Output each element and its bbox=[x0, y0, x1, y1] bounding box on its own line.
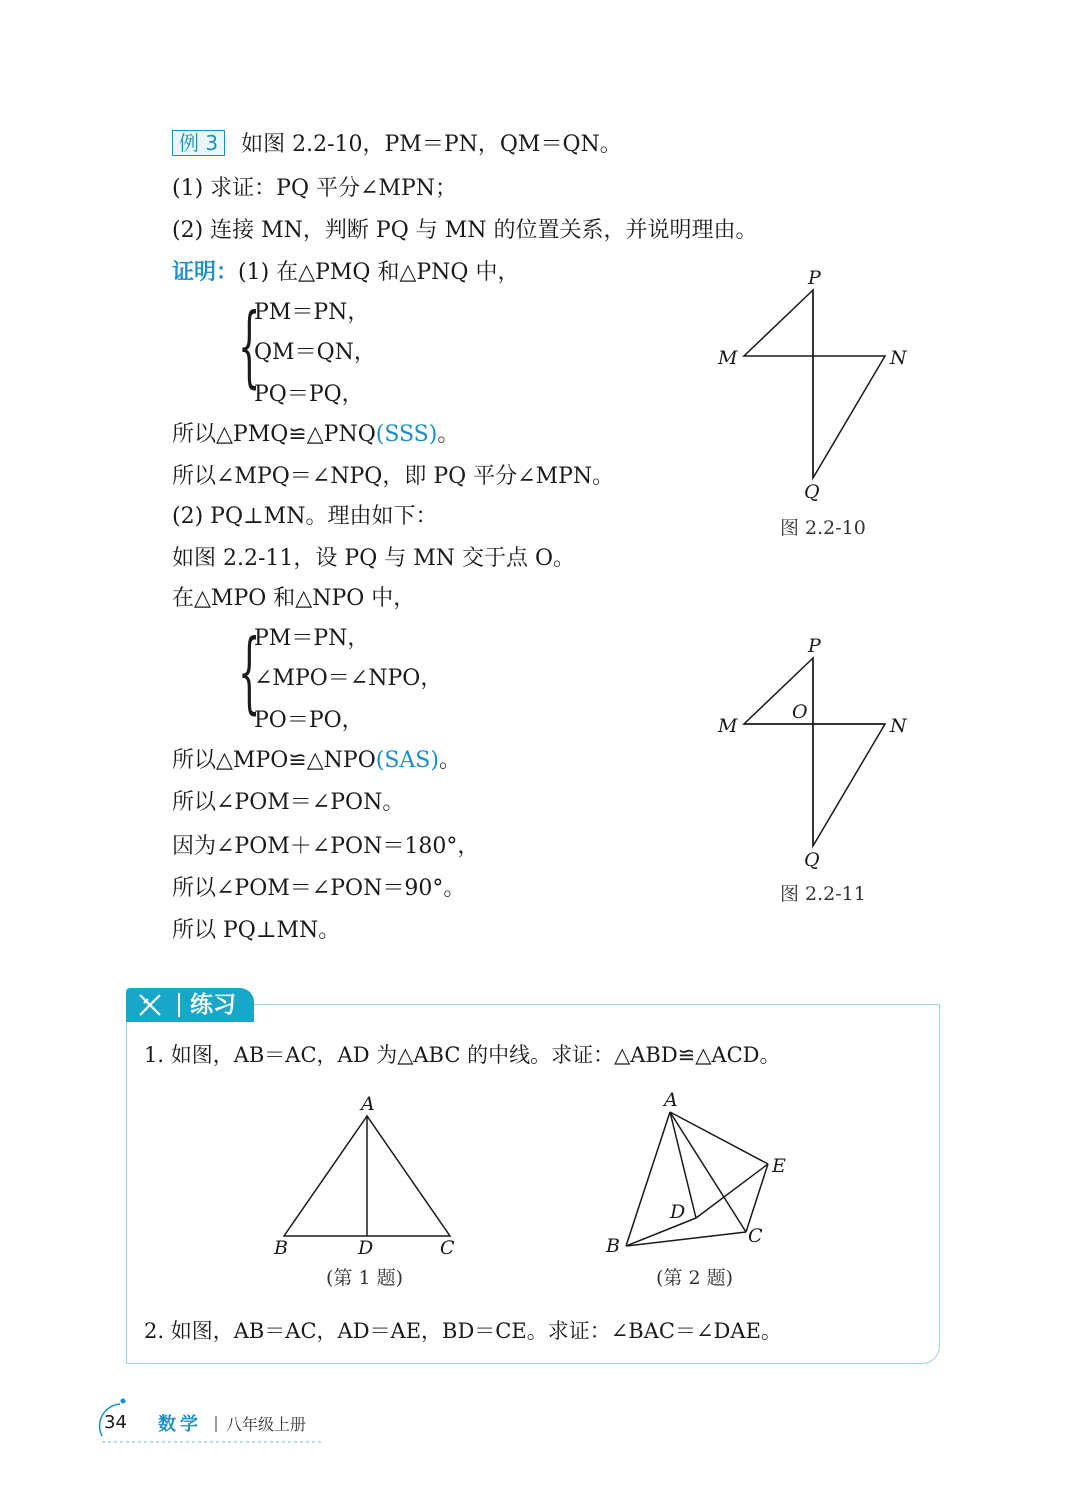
proof-part1-intro: 证明：(1) 在△PMQ 和△PNQ 中， bbox=[172, 260, 520, 285]
segment-ae bbox=[670, 1112, 768, 1164]
figure-2-2-11 bbox=[700, 628, 920, 878]
pencil-ruler-icon bbox=[136, 991, 164, 1019]
practice-caption-1: (第 1 题) bbox=[326, 1267, 403, 1289]
condition-2-2: ∠MPO＝∠NPO， bbox=[254, 666, 443, 691]
label-e: E bbox=[772, 1155, 786, 1177]
reason-sas: (SAS) bbox=[375, 748, 439, 773]
brace-2: { bbox=[238, 620, 261, 723]
proof-part2-result4: 所以∠POM＝∠PON＝90°。 bbox=[172, 876, 466, 901]
label-n: N bbox=[890, 715, 907, 737]
label-m: M bbox=[718, 715, 738, 737]
reason-sss: (SSS) bbox=[375, 422, 438, 447]
label-p: P bbox=[808, 267, 821, 289]
label-a: A bbox=[664, 1089, 678, 1111]
practice-title: 练习 bbox=[178, 993, 236, 1017]
proof-part1-result2: 所以∠MPQ＝∠NPQ，即 PQ 平分∠MPN。 bbox=[172, 464, 615, 489]
label-n: N bbox=[890, 347, 907, 369]
label-b: B bbox=[274, 1237, 288, 1259]
label-d: D bbox=[358, 1237, 374, 1259]
example-tag: 例 3 bbox=[172, 130, 225, 156]
label-q: Q bbox=[804, 849, 820, 871]
practice-figure-2 bbox=[596, 1086, 806, 1262]
label-q: Q bbox=[804, 481, 820, 503]
practice-question-2: 2. 如图，AB＝AC，AD＝AE，BD＝CE。求证：∠BAC＝∠DAE。 bbox=[144, 1319, 782, 1343]
label-c: C bbox=[440, 1237, 455, 1259]
condition-1-2: QM＝QN， bbox=[254, 340, 376, 365]
practice-figure-1 bbox=[268, 1090, 468, 1260]
example-heading bbox=[172, 130, 622, 160]
label-c: C bbox=[748, 1225, 763, 1247]
proof-part2-result2: 所以∠POM＝∠PON。 bbox=[172, 790, 405, 815]
proof-part1-result1: 所以△PMQ≌△PNQ(SSS)。 bbox=[172, 422, 460, 447]
condition-2-1: PM＝PN， bbox=[254, 626, 370, 651]
example-intro: 如图 2.2-10，PM＝PN，QM＝QN。 bbox=[241, 132, 622, 157]
footer-subject: 数学 bbox=[158, 1414, 202, 1435]
label-o: O bbox=[792, 701, 808, 723]
condition-2-3: PO＝PO， bbox=[254, 708, 364, 733]
proof-part2-intro: (2) PQ⊥MN。理由如下： bbox=[172, 504, 438, 529]
footer-grade: 八年级上册 bbox=[226, 1415, 307, 1434]
proof-label: 证明： bbox=[172, 260, 239, 285]
practice-caption-2: (第 2 题) bbox=[656, 1267, 733, 1289]
question-2: (2) 连接 MN，判断 PQ 与 MN 的位置关系，并说明理由。 bbox=[172, 218, 758, 243]
label-a: A bbox=[361, 1093, 375, 1115]
practice-question-1: 1. 如图，AB＝AC，AD 为△ABC 的中线。求证：△ABD≌△ACD。 bbox=[144, 1043, 781, 1067]
proof-part2-result1: 所以△MPO≌△NPO(SAS)。 bbox=[172, 748, 461, 773]
figure-caption-1: 图 2.2-10 bbox=[780, 517, 866, 539]
condition-1-1: PM＝PN， bbox=[254, 300, 370, 325]
kite-outline bbox=[744, 290, 885, 478]
figure-2-2-10 bbox=[700, 260, 920, 510]
practice-header bbox=[126, 988, 254, 1022]
question-1: (1) 求证：PQ 平分∠MPN； bbox=[172, 176, 458, 201]
kite-outline bbox=[744, 658, 885, 846]
segment-ab bbox=[626, 1112, 670, 1246]
label-b: B bbox=[606, 1235, 620, 1257]
brace-1: { bbox=[238, 294, 261, 397]
label-d: D bbox=[670, 1201, 686, 1223]
page-number: 34 bbox=[104, 1412, 127, 1433]
proof-part2-result3: 因为∠POM＋∠PON＝180°， bbox=[172, 834, 480, 859]
figure-caption-2: 图 2.2-11 bbox=[780, 883, 866, 905]
proof-part2-result5: 所以 PQ⊥MN。 bbox=[172, 918, 341, 943]
segment-ce bbox=[746, 1164, 768, 1232]
proof-part2-line2: 在△MPO 和△NPO 中， bbox=[172, 586, 416, 611]
label-m: M bbox=[718, 347, 738, 369]
label-p: P bbox=[808, 635, 821, 657]
proof-part2-line1: 如图 2.2-11，设 PQ 与 MN 交于点 O。 bbox=[172, 546, 576, 571]
condition-1-3: PQ＝PQ， bbox=[254, 382, 364, 407]
